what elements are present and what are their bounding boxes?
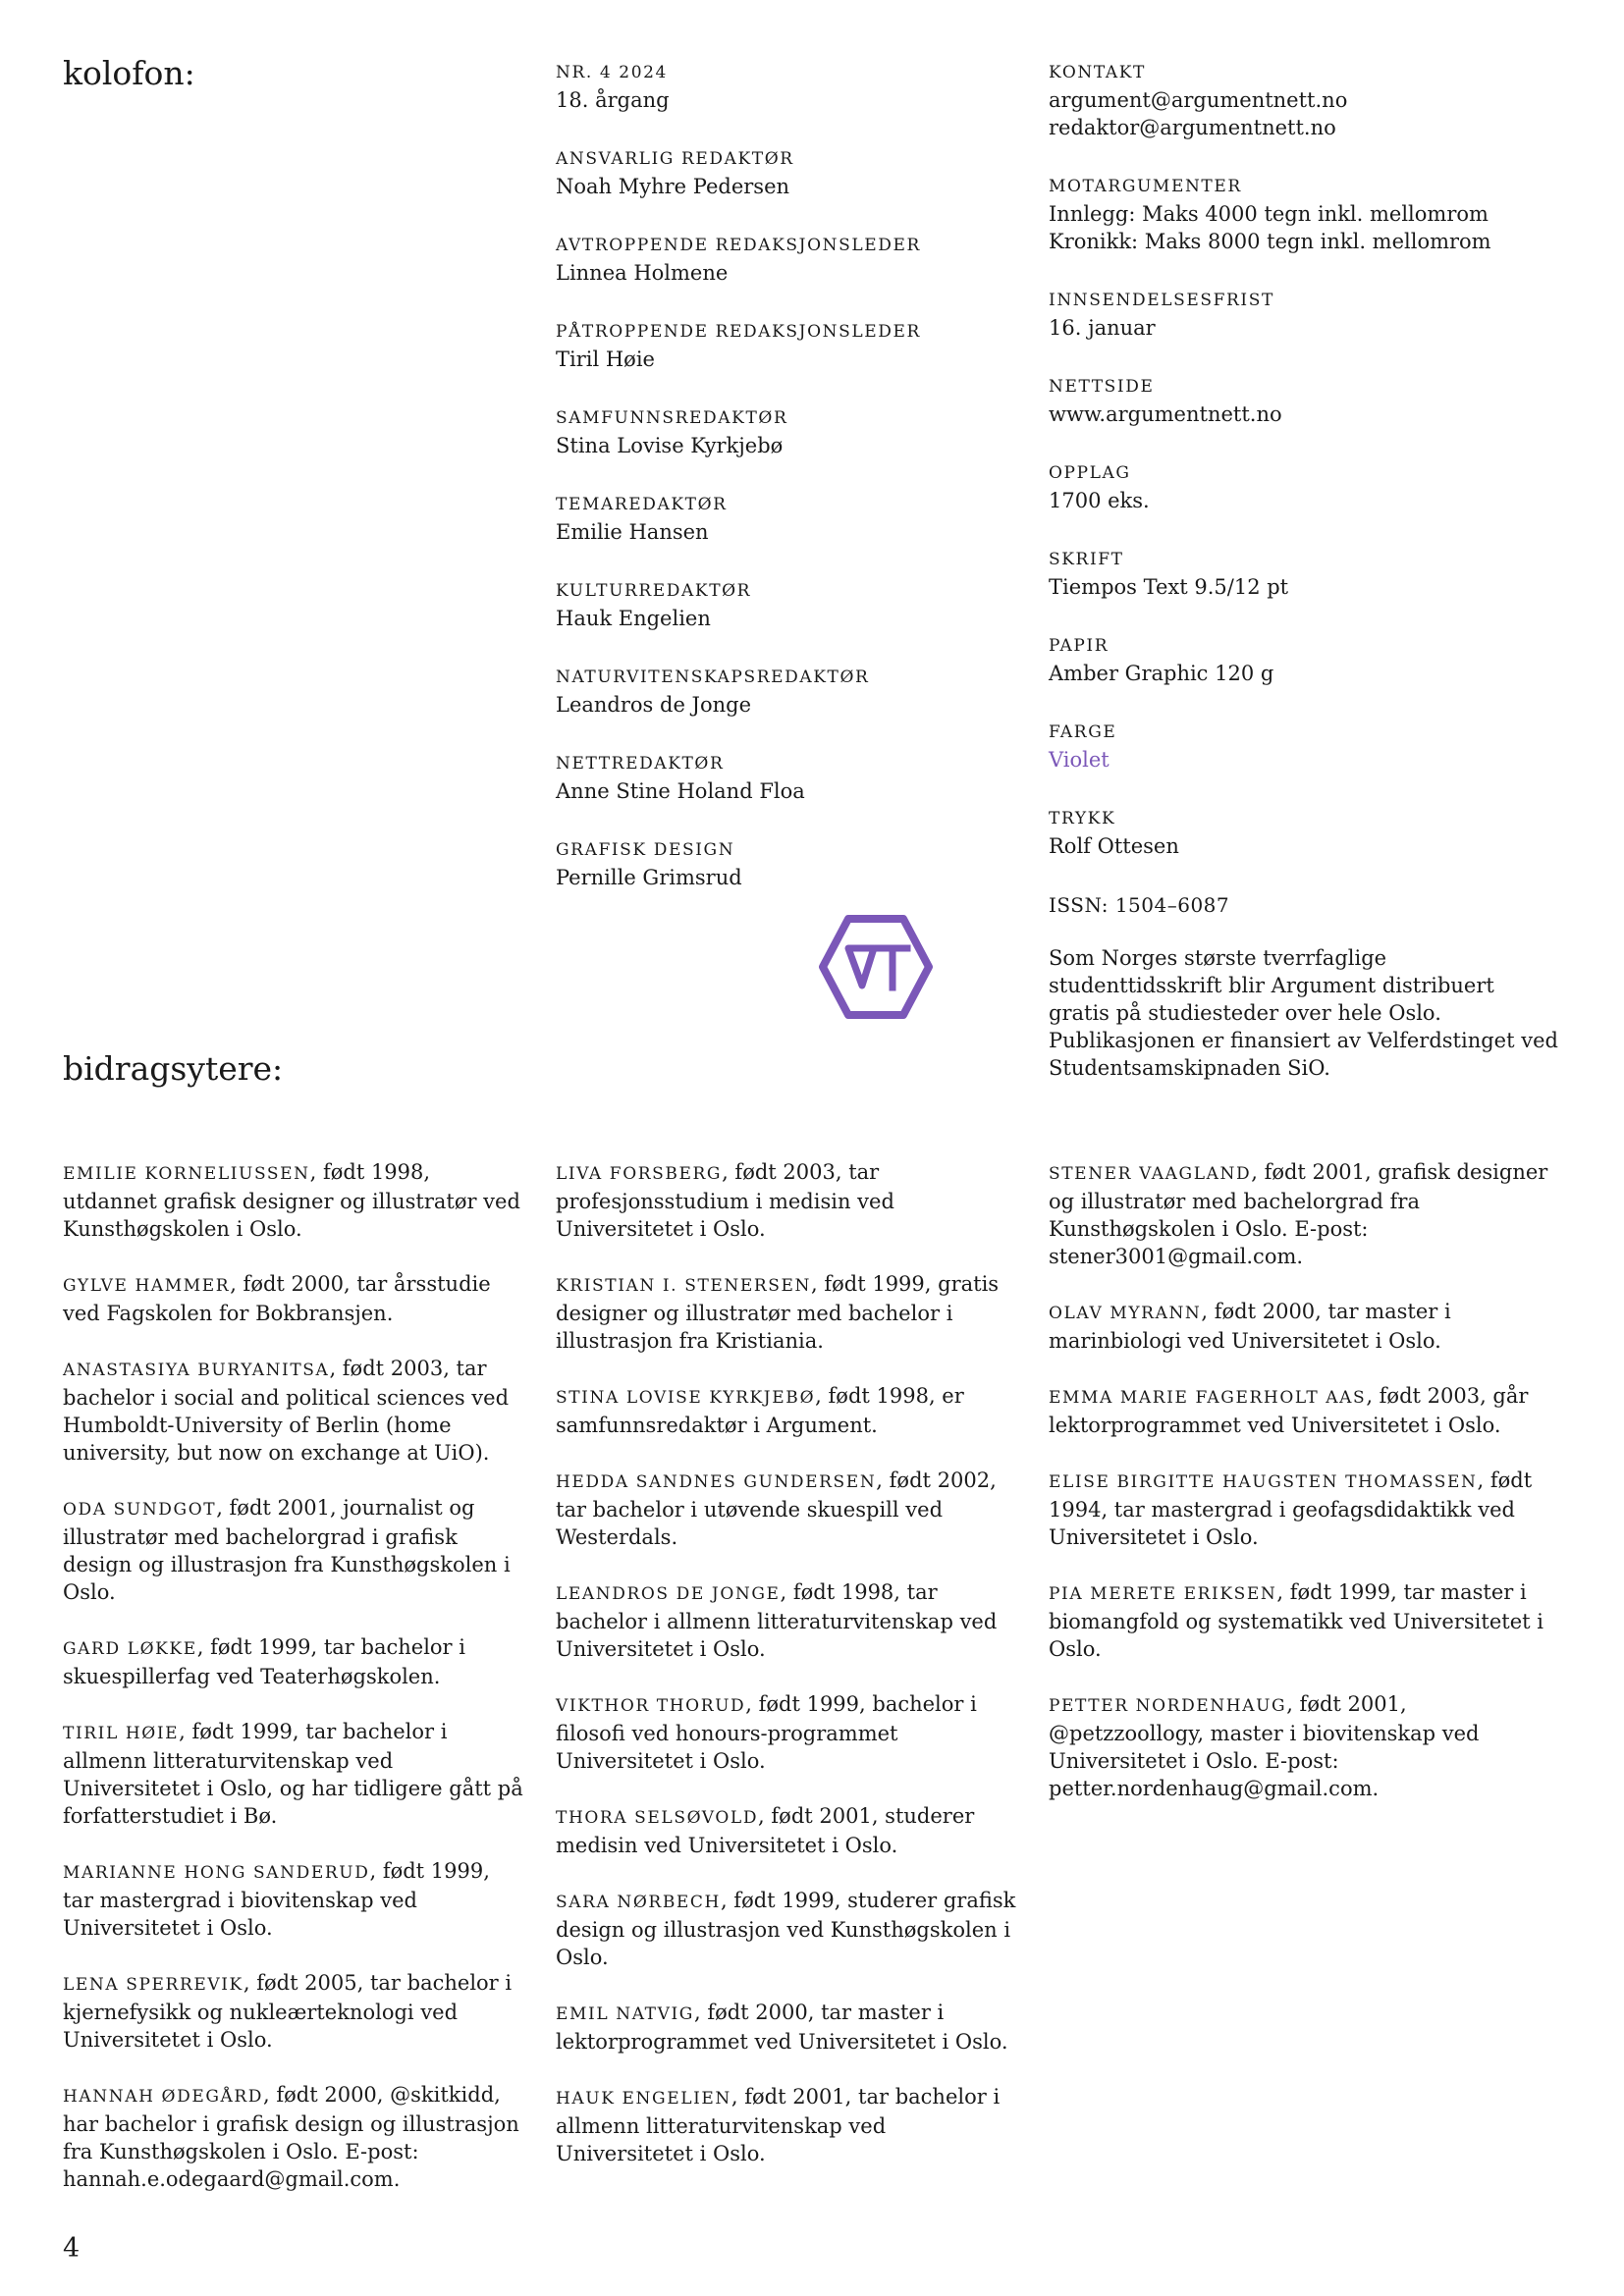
contributors-column-3 bbox=[1049, 1158, 1559, 1830]
contributor-name: THORA SELSØVOLD bbox=[556, 1808, 759, 1828]
colophon-value: Amber Graphic 120 g bbox=[1049, 662, 1274, 685]
colophon-label: NR. 4 2024 bbox=[556, 63, 668, 82]
contributor-name: VIKTHOR THORUD bbox=[556, 1696, 746, 1716]
colophon-label: INNSENDELSESFRIST bbox=[1049, 291, 1274, 310]
colophon-value: Emilie Hansen bbox=[556, 520, 709, 544]
contributor-entry bbox=[63, 2081, 524, 2193]
colophon-entry bbox=[1049, 59, 1559, 141]
contributor-entry bbox=[556, 1887, 1017, 1971]
colophon-value: redaktor@argumentnett.no bbox=[1049, 116, 1336, 139]
contributor-bio: , født 1998, utdannet grafisk designer og illustratør ved Kunsthøgskolen i Oslo. bbox=[63, 1160, 520, 1241]
contributor-bio: , født 2001, grafisk designer og illustratør med bachelorgrad fra Kunsthøgskolen i Oslo. E-post: stener3001@gmail.com. bbox=[1049, 1160, 1548, 1268]
contributor-entry bbox=[1049, 1298, 1559, 1355]
contributor-entry bbox=[63, 1969, 524, 2054]
colophon-entry bbox=[1049, 632, 1559, 687]
colophon-value: www.argumentnett.no bbox=[1049, 402, 1282, 426]
contributor-bio: , født 1999, studerer grafisk design og illustrasjon ved Kunsthøgskolen i Oslo. bbox=[556, 1889, 1016, 1969]
contributor-entry bbox=[1049, 1158, 1559, 1270]
colophon-value: 18. årgang bbox=[556, 88, 670, 112]
colophon-label: TEMAREDAKTØR bbox=[556, 495, 728, 514]
colophon-entry bbox=[556, 491, 1017, 546]
contributor-name: HEDDA SANDNES GUNDERSEN bbox=[556, 1472, 877, 1492]
contributor-name: HANNAH ØDEGÅRD bbox=[63, 2087, 264, 2107]
contributor-name: KRISTIAN I. STENERSEN bbox=[556, 1276, 812, 1296]
colophon-label: AVTROPPENDE REDAKSJONSLEDER bbox=[556, 236, 921, 255]
contributor-bio: , født 1998, tar bachelor i allmenn litteraturvitenskap ved Universitetet i Oslo. bbox=[556, 1580, 998, 1661]
colophon-value: 16. januar bbox=[1049, 316, 1156, 340]
contributor-name: LENA SPERREVIK bbox=[63, 1975, 244, 1995]
contributor-name: PETTER NORDENHAUG bbox=[1049, 1696, 1287, 1716]
contributor-bio: , født 1999, tar bachelor i allmenn litteraturvitenskap ved Universitetet i Oslo, og har tidligere gått på forfatterstudiet i Bø. bbox=[63, 1720, 523, 1828]
colophon-entry bbox=[556, 836, 1017, 891]
colophon-value: Leandros de Jonge bbox=[556, 693, 751, 717]
contributor-bio: , født 1998, er samfunnsredaktør i Argument. bbox=[556, 1384, 964, 1437]
colophon-label: TRYKK bbox=[1049, 809, 1116, 828]
contributor-entry bbox=[63, 1494, 524, 1606]
contributor-entry bbox=[63, 1158, 524, 1243]
colophon-label: ANSVARLIG REDAKTØR bbox=[556, 149, 794, 169]
colophon-label: NETTREDAKTØR bbox=[556, 754, 725, 774]
colophon-value: Tiril Høie bbox=[556, 347, 655, 371]
contributor-name: MARIANNE HONG SANDERUD bbox=[63, 1863, 370, 1883]
colophon-label: KONTAKT bbox=[1049, 63, 1146, 82]
contributors-column-2 bbox=[556, 1158, 1017, 2195]
colophon-label: PÅTROPPENDE REDAKSJONSLEDER bbox=[556, 322, 921, 342]
contributor-name: PIA MERETE ERIKSEN bbox=[1049, 1584, 1277, 1604]
contributor-name: ODA SUNDGOT bbox=[63, 1500, 217, 1520]
colophon-entry bbox=[1049, 459, 1559, 514]
colophon-value: 1700 eks. bbox=[1049, 489, 1150, 512]
contributor-name: LIVA FORSBERG bbox=[556, 1164, 723, 1184]
page-number: 4 bbox=[63, 2233, 81, 2264]
colophon-entry bbox=[1049, 719, 1559, 774]
colophon-value: Linnea Holmene bbox=[556, 261, 729, 285]
contributor-name: EMILIE KORNELIUSSEN bbox=[63, 1164, 310, 1184]
colophon-value: Rolf Ottesen bbox=[1049, 834, 1179, 858]
contributor-bio: , født 1994, tar mastergrad i geofagsdidaktikk ved Universitetet i Oslo. bbox=[1049, 1468, 1533, 1549]
contributor-entry bbox=[556, 1690, 1017, 1775]
colophon-label: GRAFISK DESIGN bbox=[556, 840, 735, 860]
contributor-entry bbox=[556, 1578, 1017, 1663]
contributor-name: ANASTASIYA BURYANITSA bbox=[63, 1361, 330, 1380]
contributor-bio: , født 2000, tar årsstudie ved Fagskolen for Bokbransjen. bbox=[63, 1272, 491, 1325]
colophon-value: Hauk Engelien bbox=[556, 607, 711, 630]
contributor-name: LEANDROS DE JONGE bbox=[556, 1584, 781, 1604]
colophon-value: Tiempos Text 9.5/12 pt bbox=[1049, 575, 1289, 599]
colophon-label: NETTSIDE bbox=[1049, 377, 1155, 397]
colophon-column-info bbox=[1049, 59, 1559, 1082]
contributor-name: SARA NØRBECH bbox=[556, 1893, 721, 1912]
contributor-bio: , født 2001, studerer medisin ved Universitetet i Oslo. bbox=[556, 1804, 975, 1857]
colophon-column-staff bbox=[556, 59, 1017, 923]
contributor-entry bbox=[63, 1270, 524, 1327]
colophon-label: SKRIFT bbox=[1049, 550, 1124, 569]
contributor-entry bbox=[1049, 1690, 1559, 1802]
colophon-value: Kronikk: Maks 8000 tegn inkl. mellomrom bbox=[1049, 230, 1491, 253]
contributor-name: EMIL NATVIG bbox=[556, 2004, 694, 2024]
contributor-bio: , født 2003, tar profesjonsstudium i medisin ved Universitetet i Oslo. bbox=[556, 1160, 894, 1241]
contributor-entry bbox=[63, 1633, 524, 1690]
colophon-entry bbox=[556, 59, 1017, 114]
colophon-label: OPPLAG bbox=[1049, 463, 1131, 483]
contributor-bio: , født 2005, tar bachelor i kjernefysikk og nukleærteknologi ved Universitetet i Oslo. bbox=[63, 1971, 513, 2052]
colophon-label: KULTURREDAKTØR bbox=[556, 581, 752, 601]
colophon-label: MOTARGUMENTER bbox=[1049, 177, 1242, 196]
colophon-entry bbox=[1049, 373, 1559, 428]
colophon-entry bbox=[1049, 546, 1559, 601]
contributor-entry bbox=[556, 2083, 1017, 2167]
about-paragraph: Som Norges største tverrfaglige studenttidsskrift blir Argument distribuert gratis på studiesteder over hele Oslo. Publikasjonen er finansiert av Velferdstinget ved Studentsamskipnaden SiO. bbox=[1049, 946, 1558, 1080]
colophon-entry bbox=[556, 577, 1017, 632]
colophon-entry bbox=[556, 750, 1017, 805]
issn-number: ISSN: 1504–6087 bbox=[1049, 893, 1230, 917]
contributor-entry bbox=[1049, 1578, 1559, 1663]
colophon-value: Stina Lovise Kyrkjebø bbox=[556, 434, 784, 457]
contributor-bio: , født 2000, tar master i marinbiologi ved Universitetet i Oslo. bbox=[1049, 1300, 1451, 1353]
contributor-entry bbox=[556, 1270, 1017, 1355]
contributor-bio: , født 2000, tar master i lektorprogrammet ved Universitetet i Oslo. bbox=[556, 2001, 1008, 2054]
color-swatch-value: Violet bbox=[1049, 748, 1110, 772]
contributor-entry bbox=[556, 1158, 1017, 1243]
contributors-heading: bidragsytere: bbox=[63, 1049, 284, 1088]
contributor-entry bbox=[1049, 1467, 1559, 1551]
colophon-entry bbox=[1049, 173, 1559, 255]
colophon-label: NATURVITENSKAPSREDAKTØR bbox=[556, 667, 870, 687]
contributor-entry bbox=[63, 1355, 524, 1467]
colophon-label: FARGE bbox=[1049, 722, 1117, 742]
contributor-entry bbox=[63, 1857, 524, 1942]
colophon-entry bbox=[1049, 805, 1559, 860]
colophon-entry bbox=[556, 232, 1017, 287]
contributor-name: HAUK ENGELIEN bbox=[556, 2089, 731, 2109]
contributor-bio: , født 1999, bachelor i filosofi ved honours-programmet Universitetet i Oslo. bbox=[556, 1692, 977, 1773]
contributor-bio: , født 2000, @skitkidd, har bachelor i grafisk design og illustrasjon fra Kunsthøgskolen i Oslo. E-post: hannah.e.odegaard@gmail.com. bbox=[63, 2083, 519, 2191]
contributor-bio: , født 2003, tar bachelor i social and political sciences ved Humboldt-University of Berlin (home university, but now on exchange at UiO). bbox=[63, 1357, 510, 1465]
contributor-bio: , født 2003, går lektorprogrammet ved Universitetet i Oslo. bbox=[1049, 1384, 1529, 1437]
contributor-name: EMMA MARIE FAGERHOLT AAS bbox=[1049, 1388, 1367, 1408]
contributor-entry bbox=[1049, 1382, 1559, 1439]
colophon-value: argument@argumentnett.no bbox=[1049, 88, 1348, 112]
contributor-entry bbox=[556, 1802, 1017, 1859]
contributor-bio: , født 2002, tar bachelor i utøvende skuespill ved Westerdals. bbox=[556, 1468, 997, 1549]
contributor-name: STINA LOVISE KYRKJEBØ bbox=[556, 1388, 816, 1408]
contributor-bio: , født 1999, tar bachelor i skuespillerfag ved Teaterhøgskolen. bbox=[63, 1635, 465, 1688]
colophon-value: Anne Stine Holand Floa bbox=[556, 779, 805, 803]
contributor-bio: , født 2001, journalist og illustratør med bachelorgrad i grafisk design og illustrasjon fra Kunsthøgskolen i Oslo. bbox=[63, 1496, 511, 1604]
contributor-name: OLAV MYRANN bbox=[1049, 1304, 1202, 1323]
colophon-label: SAMFUNNSREDAKTØR bbox=[556, 408, 788, 428]
colophon-value: Noah Myhre Pedersen bbox=[556, 175, 790, 198]
contributor-entry bbox=[556, 1467, 1017, 1551]
colophon-entry bbox=[556, 404, 1017, 459]
colophon-entry bbox=[556, 664, 1017, 719]
colophon-heading: kolofon: bbox=[63, 54, 195, 92]
contributor-entry bbox=[556, 1999, 1017, 2056]
contributor-name: STENER VAAGLAND bbox=[1049, 1164, 1252, 1184]
contributor-bio: , født 1999, tar master i biomangfold og systematikk ved Universitetet i Oslo. bbox=[1049, 1580, 1543, 1661]
colophon-entry bbox=[556, 145, 1017, 200]
contributor-bio: , født 2001, tar bachelor i allmenn litteraturvitenskap ved Universitetet i Oslo. bbox=[556, 2085, 1001, 2165]
contributor-name: TIRIL HØIE bbox=[63, 1724, 180, 1743]
contributor-entry bbox=[63, 1718, 524, 1830]
contributor-bio: , født 1999, gratis designer og illustratør med bachelor i illustrasjon fra Kristiania. bbox=[556, 1272, 1000, 1353]
contributor-bio: , født 2001, @petzzoollogy, master i biovitenskap ved Universitetet i Oslo. E-post: petter.nordenhaug@gmail.com. bbox=[1049, 1692, 1480, 1800]
contributor-bio: , født 1999, tar mastergrad i biovitenskap ved Universitetet i Oslo. bbox=[63, 1859, 490, 1940]
colophon-entry bbox=[1049, 287, 1559, 342]
colophon-label: PAPIR bbox=[1049, 636, 1110, 656]
colophon-value: Pernille Grimsrud bbox=[556, 866, 742, 889]
colophon-value: Innlegg: Maks 4000 tegn inkl. mellomrom bbox=[1049, 202, 1489, 226]
vt-hexagon-logo-icon bbox=[817, 913, 935, 1021]
contributor-entry bbox=[556, 1382, 1017, 1439]
contributor-name: ELISE BIRGITTE HAUGSTEN THOMASSEN bbox=[1049, 1472, 1478, 1492]
colophon-entry bbox=[556, 318, 1017, 373]
contributor-name: GARD LØKKE bbox=[63, 1639, 197, 1659]
contributors-column-1 bbox=[63, 1158, 524, 2220]
contributor-name: GYLVE HAMMER bbox=[63, 1276, 231, 1296]
